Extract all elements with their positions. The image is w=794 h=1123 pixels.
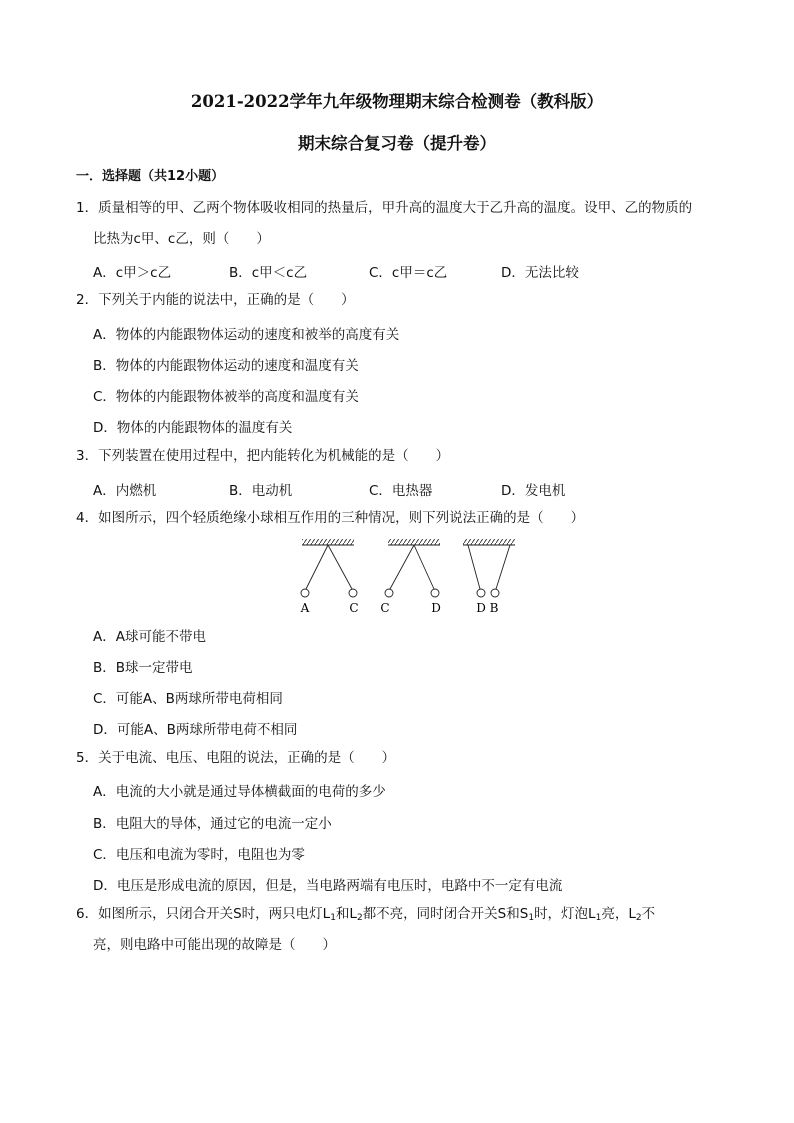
q2-stem: 2．下列关于内能的说法中，正确的是（ ） <box>76 292 355 308</box>
q5-option-a: A．电流的大小就是通过导体横截面的电荷的多少 <box>93 784 386 800</box>
ball-d <box>431 589 439 597</box>
ball-c <box>349 589 357 597</box>
label-a: A <box>300 601 310 615</box>
q4-group-cd <box>385 539 440 597</box>
thread-d <box>468 545 480 589</box>
q6-stem-line2: 亮，则电路中可能出现的故障是（ ） <box>93 937 336 953</box>
q4-option-b: B．B球一定带电 <box>93 660 193 676</box>
q3-option-b: B．电动机 <box>229 483 293 499</box>
q3-option-d: D．发电机 <box>501 483 566 499</box>
label-c: C <box>380 601 390 615</box>
q2-option-b: B．物体的内能跟物体运动的速度和温度有关 <box>93 358 359 374</box>
q4-option-a: A．A球可能不带电 <box>93 629 206 645</box>
thread-a <box>306 545 328 589</box>
q1-option-a: A．c甲＞c乙 <box>93 265 172 281</box>
exam-subtitle: 期末综合复习卷（提升卷） <box>298 134 496 153</box>
q6-stem-line1: 6．如图所示，只闭合开关S时，两只电灯$L_1$和$L_2$都不亮，同时闭合开关S和$S_1$时，灯泡$L_1$亮，$L_2$不 <box>76 906 656 923</box>
thread-d <box>414 545 434 589</box>
ball-c <box>385 589 393 597</box>
q1-option-d: D．无法比较 <box>501 265 579 281</box>
q5-stem: 5．关于电流、电压、电阻的说法，正确的是（ ） <box>76 750 396 766</box>
q3-stem: 3．下列装置在使用过程中，把内能转化为机械能的是（ ） <box>76 448 450 464</box>
ball-b <box>491 589 499 597</box>
q4-option-d: D．可能A、B两球所带电荷不相同 <box>93 722 298 738</box>
q1-option-b: B．c甲＜c乙 <box>229 265 308 281</box>
thread-c <box>328 545 352 589</box>
q2-option-c: C．物体的内能跟物体被举的高度和温度有关 <box>93 389 359 405</box>
ceiling-support <box>463 539 515 545</box>
thread-b <box>496 545 510 589</box>
label-c: C <box>349 601 359 615</box>
q4-option-c: C．可能A、B两球所带电荷相同 <box>93 691 283 707</box>
q1-stem-line2: 比热为c甲、c乙，则（ ） <box>93 231 270 247</box>
q2-option-a: A．物体的内能跟物体运动的速度和被举的高度有关 <box>93 327 400 343</box>
section-heading: 一．选择题（共12小题） <box>76 169 225 184</box>
q4-group-ac <box>301 539 357 597</box>
q1-option-c: C．c甲＝c乙 <box>369 265 448 281</box>
q1-stem-line1: 1．质量相等的甲、乙两个物体吸收相同的热量后，甲升高的温度大于乙升高的温度。设甲、乙的物质的 <box>76 200 693 216</box>
ceiling-support <box>388 539 440 545</box>
q3-option-c: C．电热器 <box>369 483 433 499</box>
q5-option-b: B．电阻大的导体，通过它的电流一定小 <box>93 816 332 832</box>
ball-a <box>301 589 309 597</box>
q3-option-a: A．内燃机 <box>93 483 157 499</box>
label-d: D <box>476 601 486 615</box>
thread-c <box>390 545 414 589</box>
exam-title: 2021-2022学年九年级物理期末综合检测卷（教科版） <box>190 92 604 111</box>
label-d: D <box>431 601 441 615</box>
q4-charged-balls-diagram <box>296 537 526 617</box>
q5-option-c: C．电压和电流为零时，电阻也为零 <box>93 847 305 863</box>
q2-option-d: D．物体的内能跟物体的温度有关 <box>93 420 293 436</box>
ball-d <box>477 589 485 597</box>
q4-group-db <box>463 539 515 597</box>
ceiling-support <box>302 539 354 545</box>
q4-stem: 4．如图所示，四个轻质绝缘小球相互作用的三种情况，则下列说法正确的是（ ） <box>76 510 585 526</box>
q5-option-d: D．电压是形成电流的原因，但是，当电路两端有电压时，电路中不一定有电流 <box>93 878 563 894</box>
label-b: B <box>489 601 499 615</box>
